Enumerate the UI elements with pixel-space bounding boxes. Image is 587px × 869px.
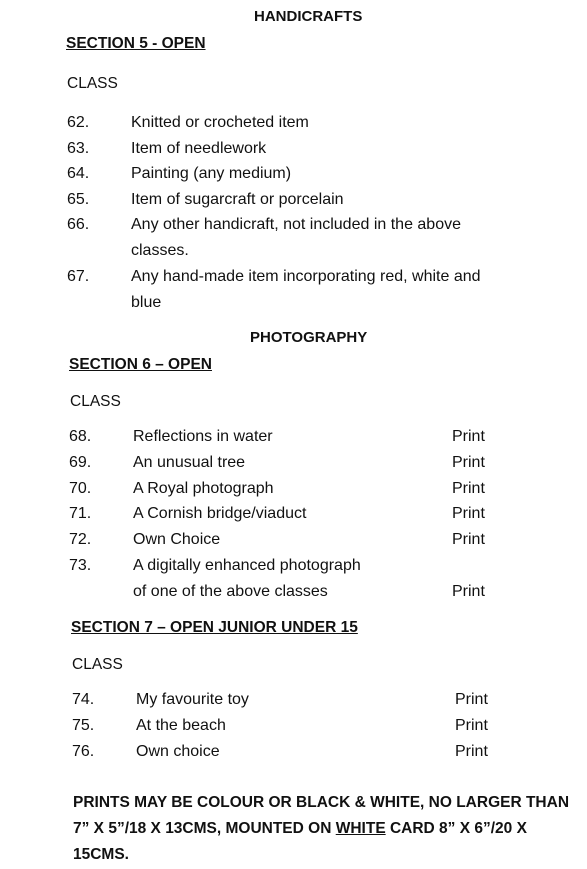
photography-heading: PHOTOGRAPHY xyxy=(250,329,368,346)
note-text: PRINTS MAY BE COLOUR OR BLACK & WHITE, NO LARGER THAN 7” X 5”/18 X 13CMS, MOUNTED ON xyxy=(73,794,570,837)
class-description: Any hand-made item incorporating red, white and xyxy=(131,268,481,285)
section-7-title: SECTION 7 – OPEN JUNIOR UNDER 15 xyxy=(71,619,358,636)
class-description: My favourite toy xyxy=(136,691,249,708)
class-description: blue xyxy=(131,294,162,311)
class-description: A Cornish bridge/viaduct xyxy=(133,505,307,522)
print-label: Print xyxy=(452,454,485,471)
class-number: 75. xyxy=(72,717,95,734)
section-6-title: SECTION 6 – OPEN xyxy=(69,356,212,373)
class-description: of one of the above classes xyxy=(133,583,328,600)
print-label: Print xyxy=(452,531,485,548)
class-number: 74. xyxy=(72,691,95,708)
class-number: 66. xyxy=(67,216,90,233)
class-description: A digitally enhanced photograph xyxy=(133,557,361,574)
handicrafts-heading: HANDICRAFTS xyxy=(254,8,363,25)
class-description: Own Choice xyxy=(133,531,221,548)
class-number: 67. xyxy=(67,268,90,285)
class-description: Item of sugarcraft or porcelain xyxy=(131,191,344,208)
class-description: Item of needlework xyxy=(131,140,267,157)
print-label: Print xyxy=(455,691,488,708)
class-number: 64. xyxy=(67,165,90,182)
class-description: A Royal photograph xyxy=(133,480,274,497)
class-description: classes. xyxy=(131,242,189,259)
class-description: An unusual tree xyxy=(133,454,246,471)
print-label: Print xyxy=(452,480,485,497)
class-label: CLASS xyxy=(67,75,118,92)
class-number: 72. xyxy=(69,531,92,548)
print-label: Print xyxy=(452,428,485,445)
class-description: Knitted or crocheted item xyxy=(131,114,309,131)
class-number: 71. xyxy=(69,505,92,522)
class-number: 68. xyxy=(69,428,92,445)
class-number: 65. xyxy=(67,191,90,208)
class-number: 63. xyxy=(67,140,90,157)
class-label: CLASS xyxy=(72,656,123,673)
print-label: Print xyxy=(452,505,485,522)
class-number: 73. xyxy=(69,557,92,574)
print-label: Print xyxy=(452,583,485,600)
note-text: CARD 8” X 6”/20 X 15CMS. xyxy=(73,820,527,863)
class-description: At the beach xyxy=(136,717,226,734)
class-number: 70. xyxy=(69,480,92,497)
class-number: 69. xyxy=(69,454,92,471)
class-description: Painting (any medium) xyxy=(131,165,292,182)
class-number: 76. xyxy=(72,743,95,760)
class-number: 62. xyxy=(67,114,90,131)
print-label: Print xyxy=(455,743,488,760)
note-white-underlined: WHITE xyxy=(335,820,386,837)
class-description: Own choice xyxy=(136,743,220,760)
section-5-title: SECTION 5 - OPEN xyxy=(66,35,206,52)
print-label: Print xyxy=(455,717,488,734)
class-description: Reflections in water xyxy=(133,428,273,445)
class-description: Any other handicraft, not included in the above xyxy=(131,216,461,233)
print-rules-note xyxy=(73,790,573,868)
class-label: CLASS xyxy=(70,393,121,410)
